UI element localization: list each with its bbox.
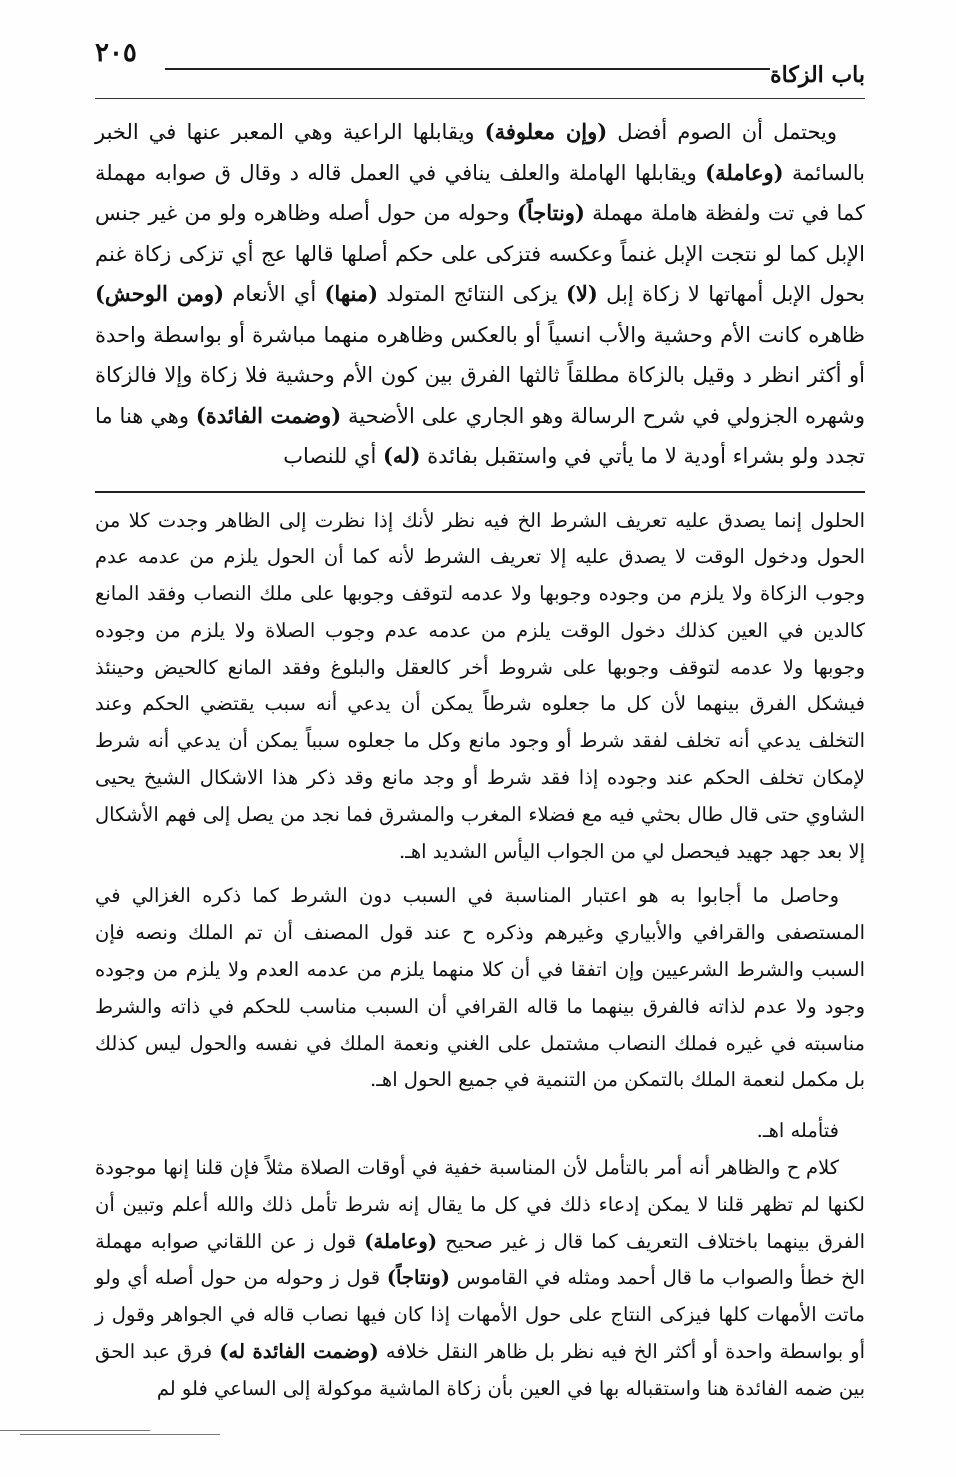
- footnote-paragraph: وحاصل ما أجابوا به هو اعتبار المناسبة في السبب دون الشرط كما ذكره الغزالي في المستصفى والقرافي والأبياري وغيرهم وذكره ح عند قول المصنف أن تم الملك ونصه فإن السبب والشرط الشرعيين وإن اتفقا في أن كلا منهما يلزم من عدمه العدم ولا يلزم من وجوده وجود ولا عدم لذاته فالفرق بينهما ما قاله القرافي أن السبب مناسب للحكم في ذاته والشرط مناسبته في غيره فملك النصاب مشتمل على الغني ونعمة الملك في نفسه والحول ليس كذلك بل مكمل لنعمة الملك بالتمكن من التنمية في جميع الحول اهـ.: [95, 884, 865, 1092]
- page-number: ٢٠٥: [95, 38, 137, 68]
- text-run: أي للنصاب: [283, 444, 383, 468]
- text-run: قول ز عن اللقاني صوابه مهملة الخ خطأ والصواب ما قال أحمد ومثله في القاموس: [95, 1229, 866, 1290]
- quoted-term: (وعاملة): [364, 1229, 438, 1253]
- header-underline: [95, 98, 865, 99]
- quoted-term: (له): [382, 443, 421, 468]
- footnote-separator: [95, 491, 865, 493]
- text-run: ويحتمل أن الصوم أفضل: [607, 120, 837, 144]
- quoted-term: (ونتاجاً): [386, 1266, 450, 1290]
- footnote-paragraph: [95, 1150, 865, 1408]
- main-paragraph: [95, 112, 865, 477]
- quoted-term: (وعاملة): [705, 159, 784, 185]
- quoted-term: (ونتاجاً): [516, 200, 585, 225]
- text-run: ويقابلها الراعية وهي المعبر عنها في الخبر بالسائمة: [95, 120, 865, 185]
- header-rule: [165, 68, 770, 70]
- text-run: ظاهره كانت الأم وحشية والأب انسياً أو بالعكس وظاهره منهما مباشرة أو بواسطة واحدة أو أكثر انظر د وقيل بالزكاة مطلقاً ثالثها الفرق بين كون الأم وحشية فلا زكاة وإلا فالزكاة وشهره الجزولي في شرح الرسالة وهو الجاري على الأضحية: [95, 322, 865, 428]
- text-run: يزكى النتائج المتولد: [378, 282, 566, 306]
- quoted-term: (وضمت الفائدة): [195, 402, 342, 428]
- quoted-term: (وضمت الفائدة له): [219, 1340, 379, 1364]
- text-run: وهي هنا ما تجدد ولو بشراء أودية لا ما يأتي في واستقبل بفائدة: [95, 403, 865, 468]
- text-run: ويقابلها الهاملة والعلف ينافي في العمل قاله د وقال ق صوابه مهملة كما في تت ولفظة هاملة مهملة: [95, 160, 865, 225]
- quoted-term: (لا): [565, 281, 598, 306]
- quoted-term: (وإن معلوفة): [484, 119, 608, 144]
- text-run: أي الأنعام: [224, 282, 325, 306]
- page-header: [95, 30, 865, 92]
- book-page: [95, 30, 865, 1408]
- text-run: قول ز وحوله من حول أصله أي ولو ماتت الأمهات كلها فيزكى النتاج على حول الأمهات إذا كان فيها نصاب قاله في الجواهر وقول ز أو بواسطة واحدة أو أكثر الخ فيه نظر بل ظاهر النقل خلافه: [95, 1266, 865, 1364]
- main-text: [95, 112, 865, 477]
- footnote-paragraph: فتأمله اهـ.: [756, 1119, 839, 1143]
- scan-artifact: [0, 1428, 230, 1438]
- quoted-term: (منها): [324, 281, 379, 306]
- text-run: وحوله من حول أصله وظاهره ولو من غير جنس الإبل كما لو نتجت الإبل غنماً وعكسه فتزكى على حكم أصلها قالها عج أي تزكى زكاة غنم بحول الإبل أمهاتها لا زكاة إبل: [95, 201, 865, 306]
- text-run: كلام ح والظاهر أنه أمر بالتأمل لأن المناسبة خفية في أوقات الصلاة مثلاً فإن قلنا إنها موجودة لكنها لم تظهر قلنا لا يمكن إدعاء ذلك في كل ما يقال إنه شرط تأمل ذلك والله أعلم وتبين أن الفرق بينهما باختلاف التعريف كما قال ز غير صحيح: [95, 1156, 866, 1253]
- footnotes: [95, 503, 865, 1408]
- text-run: فرق عبد الحق بين ضمه الفائدة هنا واستقباله بها في العين بأن زكاة الماشية موكولة إلى الساعي فلو لم: [95, 1340, 865, 1400]
- quoted-term: (ومن الوحش): [95, 281, 225, 306]
- chapter-title: باب الزكاة: [770, 62, 865, 88]
- footnote-paragraph: الحلول إنما يصدق عليه تعريف الشرط الخ فيه نظر لأنك إذا نظرت إلى الظاهر وجدت كلا من الحول ودخول الوقت لا يصدق عليه إلا تعريف الشرط لأنه كما أن الحول يلزم من عدمه عدم وجوب الزكاة ولا يلزم من وجوده وجوبها ولا عدمه لتوقف وجوبها على ملك النصاب وفقد المانع كالدين في العين كذلك دخول الوقت يلزم من عدمه عدم وجوب الصلاة ولا يلزم من وجوده وجوبها ولا عدمه لتوقف وجوبها على شروط أخر كالعقل والبلوغ وفقد المانع كالحيض وحينئذ فيشكل الفرق بينهما لأن كل ما جعلوه شرطاً يمكن أن يدعي أنه سبب يقتضي الحكم وعند التخلف يدعي أنه تخلف لفقد شرط أو وجود مانع وكل ما جعلوه سبباً يمكن أن يدعي أنه شرط لإمكان تخلف الحكم عند وجوده إذا فقد شرط أو وجد مانع وقد ذكر هذا الاشكال الشيخ يحيى الشاوي حتى قال طال بحثي فيه مع فضلاء المغرب والمشرق فما نجد من يصل إلى فهم الأشكال إلا بعد جهد جهيد فيحصل لي من الجواب اليأس الشديد اهـ.: [95, 508, 865, 863]
